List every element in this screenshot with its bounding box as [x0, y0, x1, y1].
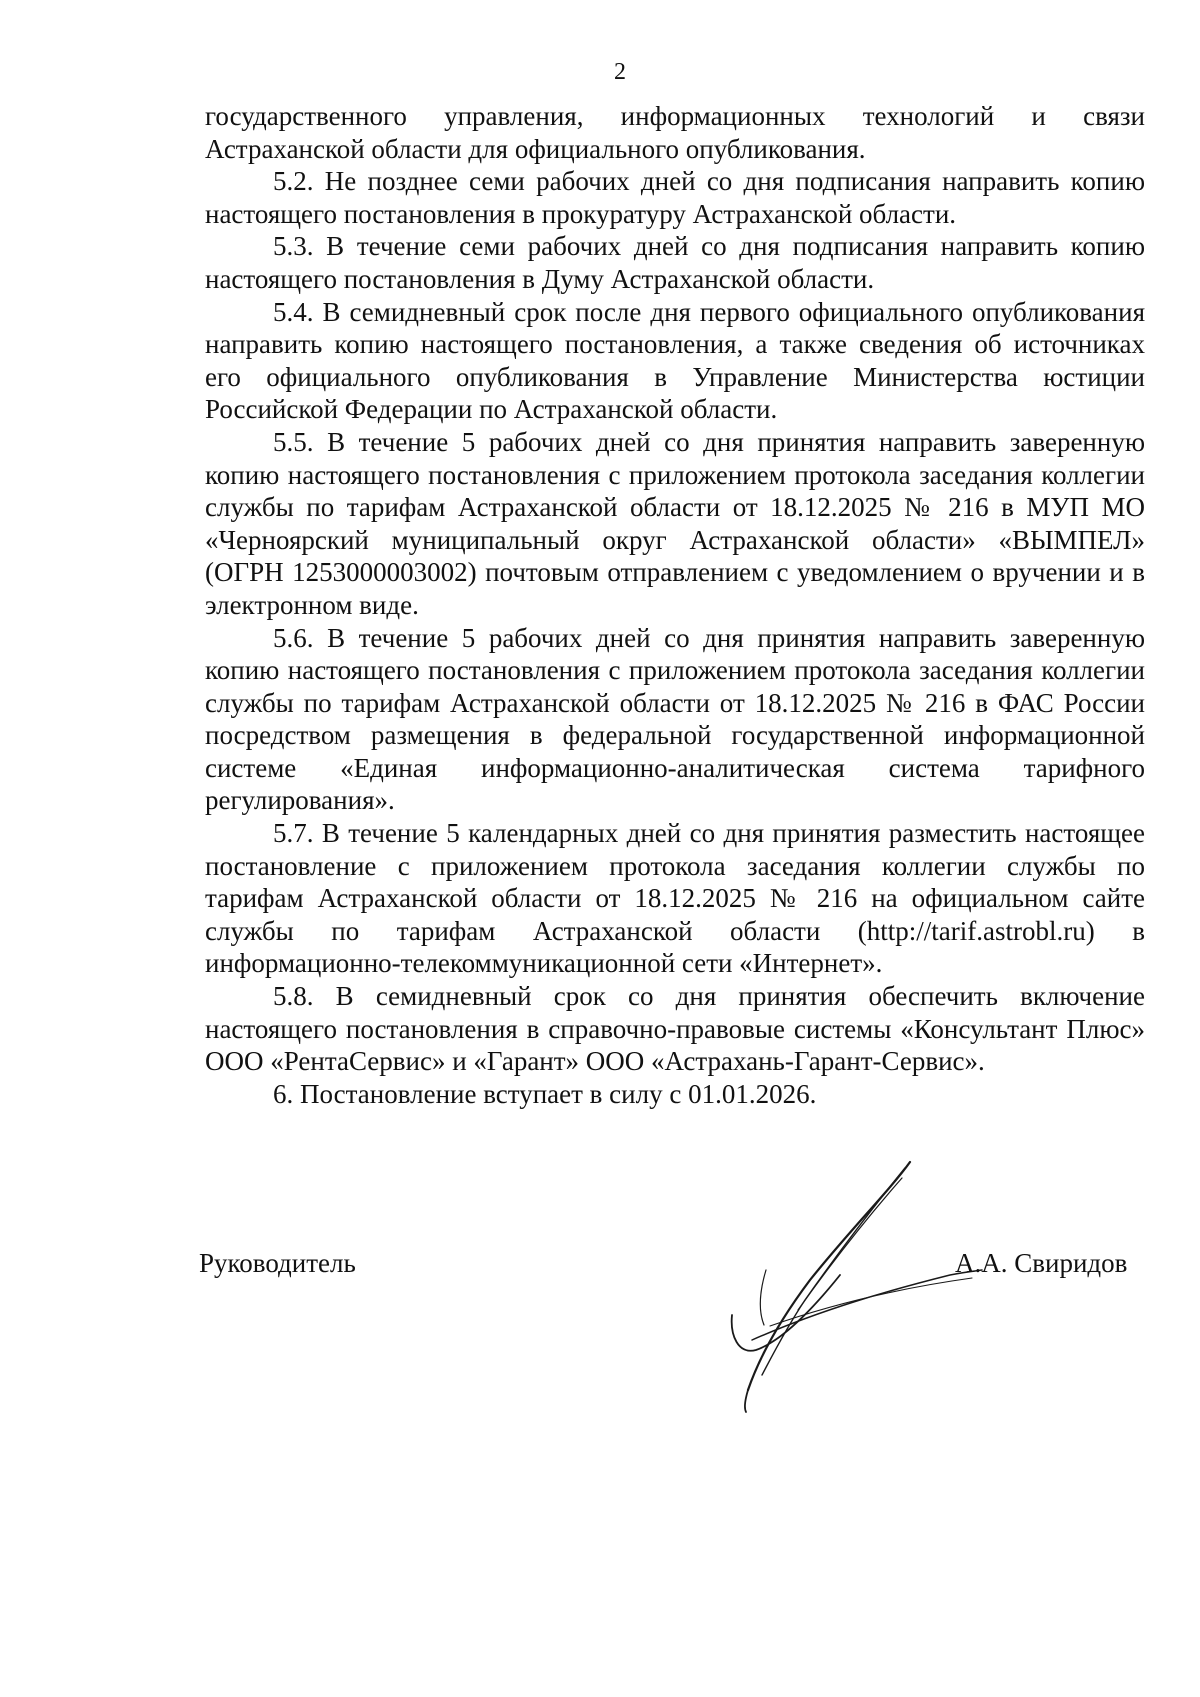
document-body	[205, 100, 1145, 1110]
paragraph-6: 6. Постановление вступает в силу с 01.01.2026.	[273, 1078, 817, 1109]
page-number: 2	[614, 59, 626, 85]
paragraph-continuation: государственного управления, информационных технологий и связи Астраханской области для официального опубликования.	[205, 101, 1145, 164]
signatory-name: А.А. Свиридов	[955, 1248, 1128, 1278]
signatory-title: Руководитель	[199, 1248, 356, 1278]
paragraph-5-3: 5.3. В течение семи рабочих дней со дня подписания направить копию настоящего постановления в Думу Астраханской области.	[205, 231, 1145, 294]
handwritten-signature	[690, 1150, 990, 1420]
paragraph-5-5: 5.5. В течение 5 рабочих дней со дня принятия направить заверенную копию настоящего постановления с приложением протокола заседания коллегии службы по тарифам Астраханской области от 18.12.2025 № 216 в МУП МО «Черноярский муниципальный округ Астраханской области» «ВЫМПЕЛ» (ОГРН 1253000003002) почтовым отправлением с уведомлением о вручении и в электронном виде.	[205, 426, 1145, 620]
paragraph-5-6: 5.6. В течение 5 рабочих дней со дня принятия направить заверенную копию настоящего постановления с приложением протокола заседания коллегии службы по тарифам Астраханской области от 18.12.2025 № 216 в ФАС России посредством размещения в федеральной государственной информационной системе «Единая информационно-аналитическая система тарифного регулирования».	[205, 622, 1145, 816]
paragraph-5-8: 5.8. В семидневный срок со дня принятия обеспечить включение настоящего постановления в справочно-правовые системы «Консультант Плюс» ООО «РентаСервис» и «Гарант» ООО «Астрахань-Гарант-Сервис».	[205, 981, 1145, 1077]
paragraph-5-7: 5.7. В течение 5 календарных дней со дня принятия разместить настоящее постановление с приложением протокола заседания коллегии службы по тарифам Астраханской области от 18.12.2025 № 216 на официальном сайте службы по тарифам Астраханской области (http://tarif.astrobl.ru) в информационно-телекоммуникационной сети «Интернет».	[205, 818, 1145, 979]
paragraph-5-4: 5.4. В семидневный срок после дня первого официального опубликования направить копию настоящего постановления, а также сведения об источниках его официального опубликования в Управление Министерства юстиции Российской Федерации по Астраханской области.	[205, 296, 1145, 425]
paragraph-5-2: 5.2. Не позднее семи рабочих дней со дня подписания направить копию настоящего постановления в прокуратуру Астраханской области.	[205, 166, 1145, 229]
